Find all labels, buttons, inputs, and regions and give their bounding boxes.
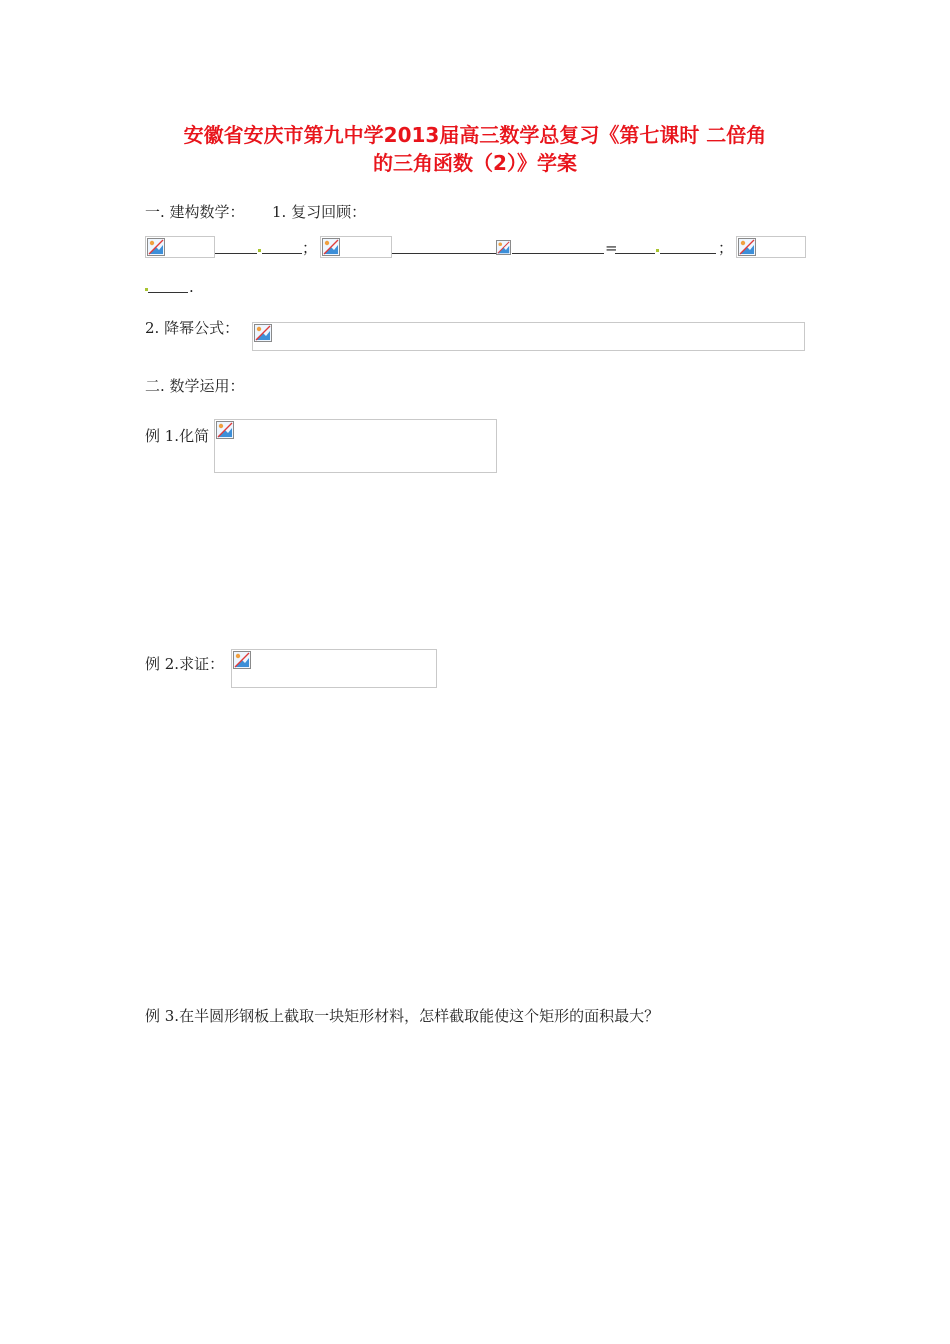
power-reduction-label: 2. 降幂公式： (145, 319, 240, 337)
section1-heading: 一. 建构数学： (145, 203, 245, 221)
broken-image-icon (496, 240, 511, 255)
equals-sign: = (605, 239, 618, 257)
broken-image-icon (216, 421, 234, 439)
broken-image-icon (233, 651, 251, 669)
formula-image (496, 240, 512, 256)
formula-image (252, 322, 805, 351)
document-title-line1: 安徽省安庆市第九中学2013届高三数学总复习《第七课时 二倍角 (183, 123, 767, 147)
document-title-line2: 的三角函数（2）》学案 (373, 151, 577, 175)
formula-image (320, 236, 392, 258)
blank-line (262, 253, 302, 254)
separator-semicolon: ； (718, 239, 734, 257)
sentence-period: . (189, 278, 194, 296)
section2-heading: 二. 数学运用： (145, 377, 245, 395)
separator-semicolon: ； (302, 239, 318, 257)
review-label: 1. 复习回顾： (272, 203, 367, 221)
example1-label: 例 1.化简 (145, 427, 210, 445)
broken-image-icon (254, 324, 272, 342)
blank-line (392, 253, 496, 254)
formula-marker (656, 249, 659, 252)
blank-line (660, 253, 716, 254)
blank-line (148, 292, 188, 293)
broken-image-icon (738, 238, 756, 256)
formula-image (736, 236, 806, 258)
formula-image (145, 236, 215, 258)
formula-image (231, 649, 437, 688)
broken-image-icon (322, 238, 340, 256)
example3-text: 例 3.在半圆形钢板上截取一块矩形材料，怎样截取能使这个矩形的面积最大？ (145, 1007, 660, 1025)
broken-image-icon (147, 238, 165, 256)
blank-line (615, 253, 655, 254)
formula-marker (145, 288, 148, 291)
blank-line (215, 253, 257, 254)
example2-label: 例 2.求证： (145, 655, 225, 673)
formula-image (214, 419, 497, 473)
formula-marker (258, 249, 261, 252)
blank-line (512, 253, 604, 254)
